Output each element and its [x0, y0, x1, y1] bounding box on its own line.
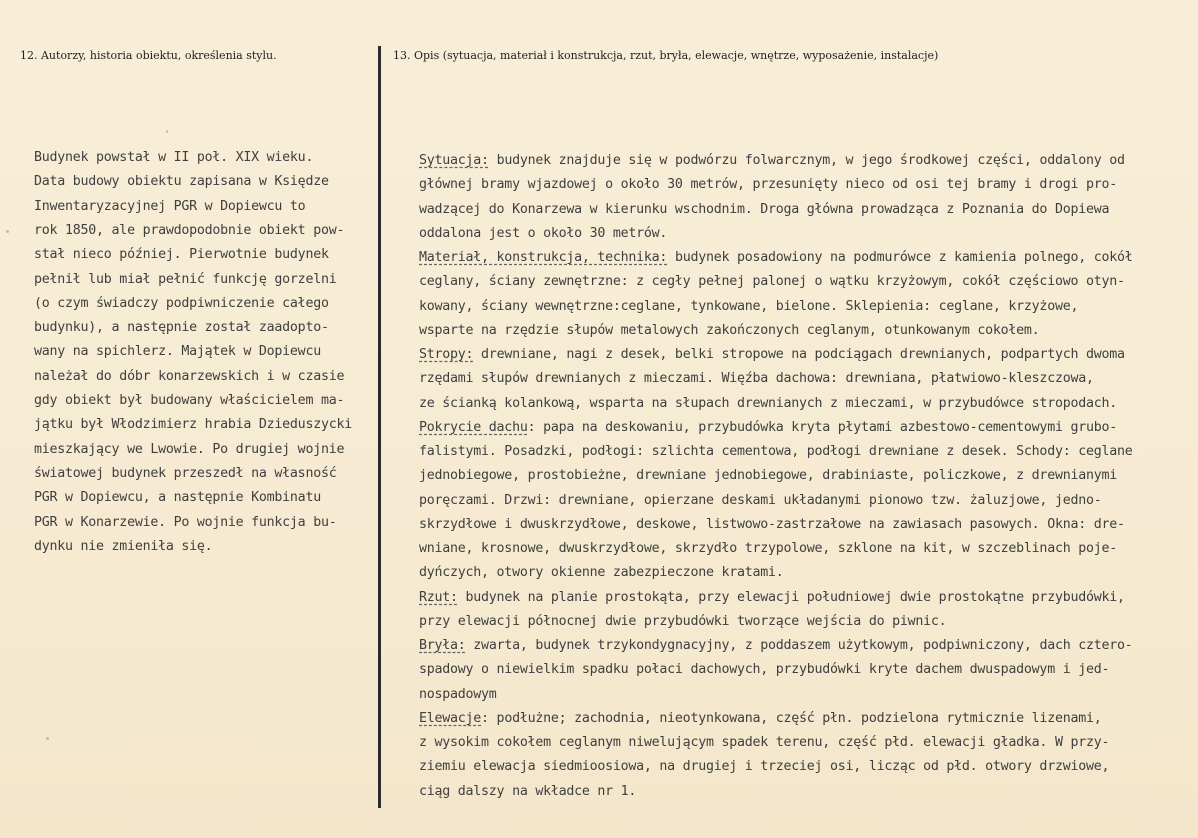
description-text-line	[419, 149, 1125, 173]
section-label: Bryła:	[419, 638, 466, 653]
description-text-line	[419, 222, 667, 246]
paper-speck	[166, 130, 168, 133]
description-text: falistymi. Posadzki, podłogi: szlichta cementowa, podłogi drewniane z desek. Schody: ceglane	[419, 444, 1133, 459]
history-text-line: należał do dóbr konarzewskich i w czasie	[34, 368, 345, 384]
description-text: nospadowym	[419, 686, 497, 702]
description-text-line	[419, 586, 1125, 610]
history-text-line: jątku był Włodzimierz hrabia Dzieduszycki	[34, 417, 352, 433]
description-text-line	[419, 464, 1117, 488]
description-text: ceglany, ściany zewnętrzne: z cegły pełnej palonej o wątku krzyżowym, cokół częściowo otyn-	[419, 274, 1125, 290]
description-text-line	[419, 513, 1125, 537]
history-text-line: gdy obiekt był budowany właścicielem ma-	[34, 393, 345, 408]
description-text: budynek znajduje się w podwórzu folwarcznym, w jego środkowej części, oddalony od	[488, 153, 1125, 168]
description-text: spadowy o niewielkim spadku połaci dachowych, przybudówki kryte dachem dwuspadowym i jed-	[419, 662, 1110, 678]
section-label: Pokrycie dachu	[419, 419, 528, 435]
history-text-line: PGR w Konarzewie. Po wojnie funkcja bu-	[34, 514, 337, 530]
description-text-line	[419, 634, 1133, 658]
description-text: : podłużne; zachodnia, nieotynkowana, część płn. podzielona rytmicznie lizenami,	[481, 710, 1102, 726]
description-text: budynek na planie prostokąta, przy elewacji południowej dwie prostokątne przybudówki,	[457, 589, 1125, 605]
history-text-line: (o czym świadczy podpiwniczenie całego	[34, 295, 329, 311]
description-text: jednobiegowe, prostobieżne, drewniane jednobiegowe, drabiniaste, policzkowe, z drewnianymi	[419, 468, 1117, 484]
description-text: kowany, ściany wewnętrzne:ceglane, tynkowane, bielone. Sklepienia: ceglane, krzyżowe,	[419, 298, 1079, 314]
section-label: Materiał, konstrukcja, technika:	[419, 250, 668, 265]
description-text-line	[419, 707, 1101, 731]
description-text: oddalona jest o około 30 metrów.	[419, 225, 668, 241]
section-13-header: 13. Opis (sytuacja, materiał i konstrukcja, rzut, bryła, elewacje, wnętrze, wyposażenie, instalacje)	[393, 49, 939, 62]
paper-speck	[46, 737, 49, 740]
description-text-line	[419, 367, 1094, 391]
description-text: zwarta, budynek trzykondygnacyjny, z poddaszem użytkowym, podpiwniczony, dach cztero-	[465, 638, 1133, 653]
description-text: wniane, krosnowe, dwuskrzydłowe, skrzydło trzypolowe, szklone na kit, w szczeblinach poje-	[419, 541, 1117, 556]
description-text: ze ścianką kolankową, wsparta na słupach drewnianych z mieczami, w przybudówce stropodach.	[419, 395, 1117, 411]
history-text-line: mieszkający we Lwowie. Po drugiej wojnie	[34, 441, 345, 457]
description-text-line	[419, 392, 1117, 416]
history-text-line: Data budowy obiektu zapisana w Księdze	[34, 174, 329, 190]
history-text-line: rok 1850, ale prawdopodobnie obiekt pow-	[34, 222, 345, 238]
history-text-line: Inwentaryzacyjnej PGR w Dopiewcu to	[34, 198, 306, 214]
description-text-line	[419, 198, 1109, 222]
history-text-line: Budynek powstał w II poł. XIX wieku.	[34, 150, 314, 165]
history-text-line: stał nieco później. Pierwotnie budynek	[34, 247, 329, 263]
description-text: dyńczych, otwory okienne zabezpieczone kratami.	[419, 565, 784, 581]
description-text-line	[419, 610, 946, 634]
description-text: przy elewacji północnej dwie przybudówki tworzące wejścia do piwnic.	[419, 613, 947, 629]
description-text-line	[419, 755, 1109, 779]
description-text: głównej bramy wjazdowej o około 30 metrów, przesunięty nieco od osi tej bramy i drogi pro-	[419, 177, 1117, 193]
description-text-line	[419, 780, 636, 804]
section-label: Elewacje	[419, 710, 482, 726]
description-text: poręczami. Drzwi: drewniane, opierzane deskami układanymi pionowo tzw. żaluzjowe, jedno-	[419, 492, 1102, 508]
description-text: ciąg dalszy na wkładce nr 1.	[419, 783, 637, 799]
description-text-line	[419, 319, 1039, 343]
description-text-line	[419, 270, 1125, 294]
description-text: : papa na deskowaniu, przybudówka kryta płytami azbestowo-cementowymi grubo-	[527, 419, 1117, 435]
paper-speck	[6, 230, 9, 233]
description-text: wadzącej do Konarzewa w kierunku wschodnim. Droga główna prowadząca z Poznania do Dopiewa	[419, 201, 1110, 217]
description-text-line	[419, 489, 1101, 513]
description-text: ziemiu elewacja siedmioosiowa, na drugiej i trzeciej osi, licząc od płd. otwory drzwiowe,	[419, 759, 1110, 775]
description-text: budynek posadowiony na podmurówce z kamienia polnego, cokół	[667, 250, 1133, 265]
description-text: wsparte na rzędzie słupów metalowych zakończonych ceglanym, otunkowanym cokołem.	[419, 322, 1040, 338]
history-text-line: światowej budynek przeszedł na własność	[34, 465, 337, 481]
section-label: Sytuacja:	[419, 153, 489, 168]
description-text-line	[419, 561, 784, 585]
history-text-line: PGR w Dopiewcu, a następnie Kombinatu	[34, 490, 321, 506]
section-label: Stropy:	[419, 347, 474, 362]
description-text: drewniane, nagi z desek, belki stropowe na podciągach drewnianych, podpartych dwoma	[473, 347, 1125, 362]
description-text-line	[419, 295, 1078, 319]
description-text-line	[419, 658, 1109, 682]
history-text-line: dynku nie zmieniła się.	[34, 538, 213, 554]
description-text-line	[419, 173, 1117, 197]
description-text: rzędami słupów drewnianych z mieczami. Więźba dachowa: drewniana, płatwiowo-kleszczowa,	[419, 371, 1094, 387]
column-divider	[378, 46, 381, 808]
description-text-line	[419, 440, 1133, 464]
section-label: Rzut:	[419, 589, 458, 605]
description-text-line	[419, 343, 1125, 367]
history-text-line: budynku), a następnie został zaadopto-	[34, 320, 329, 336]
history-text-line: wany na spichlerz. Majątek w Dopiewcu	[34, 344, 321, 360]
description-text: skrzydłowe i dwuskrzydłowe, deskowe, listwowo-zastrzałowe na zawiasach pasowych. Okna: dre-	[419, 516, 1125, 532]
description-text-line	[419, 731, 1109, 755]
section-12-header: 12. Autorzy, historia obiektu, określenia stylu.	[20, 49, 277, 62]
description-text: z wysokim cokołem ceglanym niwelującym spadek terenu, część płd. elewacji gładka. W przy-	[419, 735, 1110, 750]
description-text-line	[419, 416, 1117, 440]
history-text-line: pełnił lub miał pełnić funkcję gorzelni	[34, 271, 337, 287]
description-text-line	[419, 683, 497, 707]
description-text-line	[419, 246, 1133, 270]
description-text-line	[419, 537, 1117, 561]
